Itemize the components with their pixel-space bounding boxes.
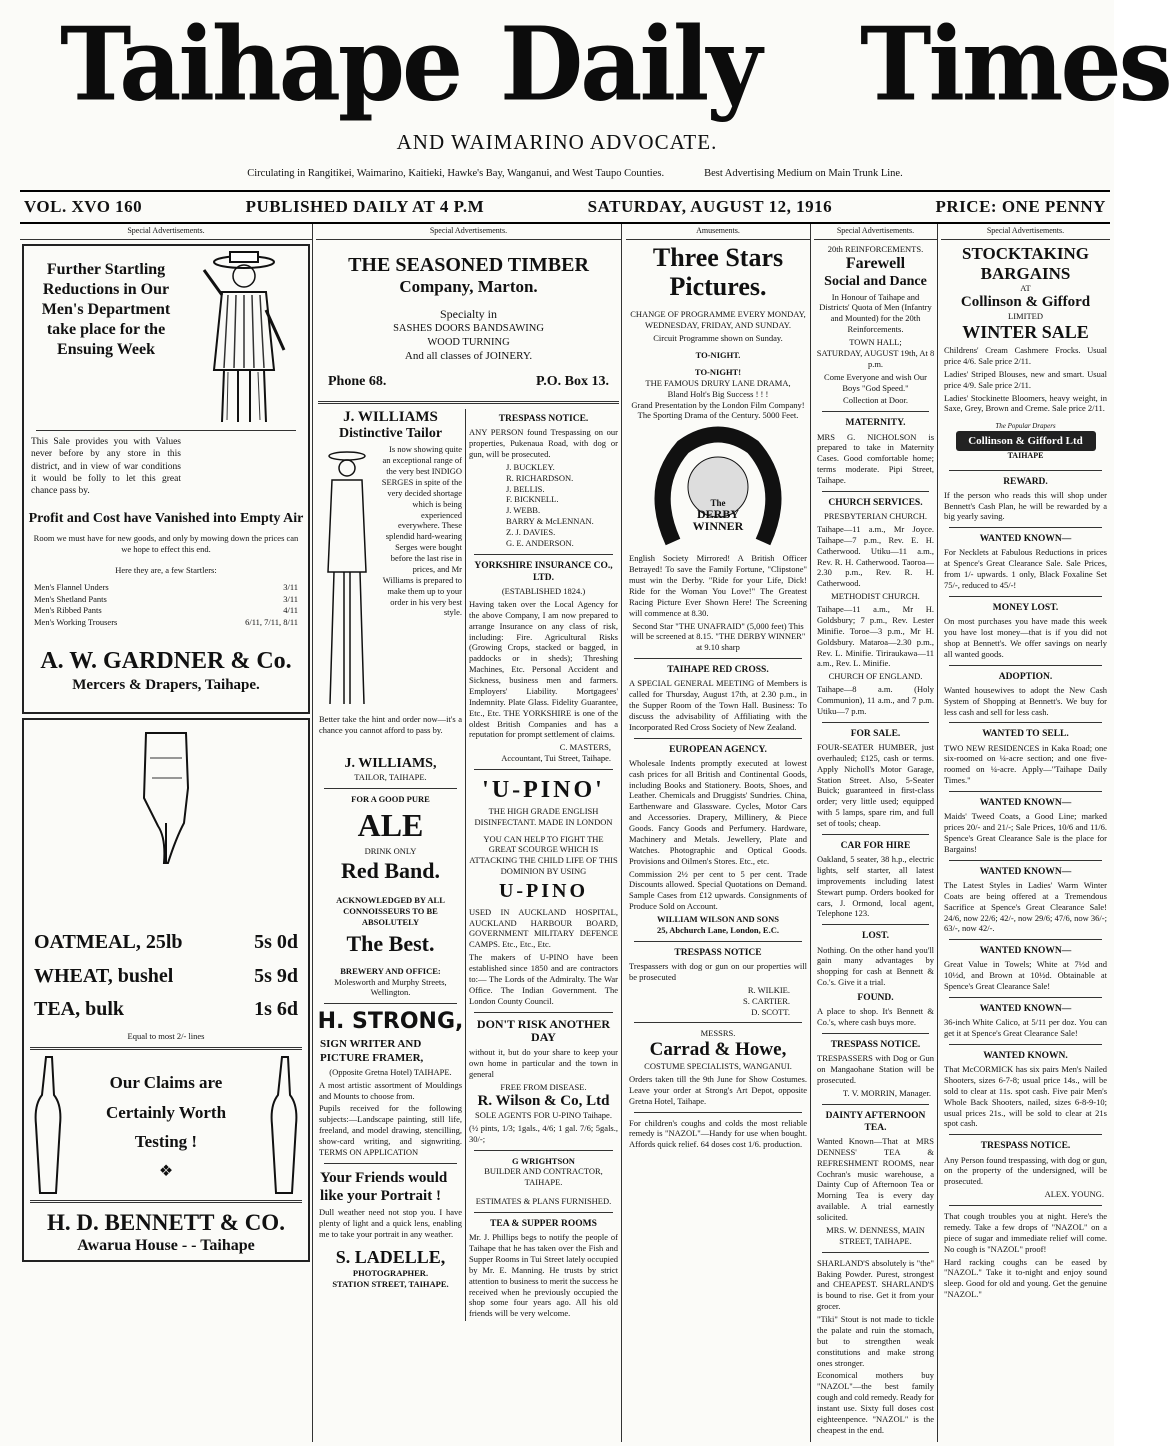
for-sale-heading: FOR SALE.: [850, 728, 901, 739]
logo-town: TAIHAPE: [1007, 451, 1044, 461]
wanted-known-text: The Latest Styles in Ladies' Warm Winter Coats are being offered at a Tremendous Sacrifice at Spence's Great Clearance Sale! 24/6, now 22/6; 42/-, now 29/6; 47/6, now 36/-; 63/-, now 42/-.: [944, 879, 1107, 934]
three-stars-title: Three Stars: [652, 243, 784, 273]
price-item: Men's Flannel Unders 3/11: [34, 581, 298, 592]
adoption-text: Wanted housewives to adopt the New Cash System of Shopping at Bennett's. We buy for less cash and sell for less cash.: [944, 684, 1107, 717]
ale-for-a: FOR A GOOD PURE: [351, 794, 430, 805]
masthead-subtitle: AND WAIMARINO ADVOCATE.: [396, 130, 718, 154]
wanted-known-heading: WANTED KNOWN—: [979, 798, 1072, 809]
dateline: [20, 190, 1110, 224]
issue-price: PRICE: ONE PENNY: [935, 197, 1106, 216]
wilson-sons: WILLIAM WILSON AND SONS: [657, 914, 779, 925]
red-band-title: Red Band.: [340, 857, 441, 883]
money-lost-text: On most purchases you have made this week you have lost money—that is if you did not shop at Bennett's. We offer savings on nearly all wanted goods.: [944, 616, 1107, 659]
trespass-heading: TRESPASS NOTICE.: [980, 1141, 1071, 1152]
raised-hand-right-icon: [264, 1055, 304, 1195]
sale-intro: This Sale provides you with Values never before by any store in this district, and in view of war conditions it would be folly to let this great chance pass by.: [31, 437, 181, 496]
upino-makers: The makers of U-PINO have been established since 1850 and are contractors to:— The Lords of the Admiralty. The War Office. The Indian Government. The London County Council.: [469, 952, 618, 1006]
strong-address: (Opposite Gretna Hotel) TAIHAPE.: [329, 1066, 452, 1077]
strong-name: H. STRONG,: [317, 1009, 464, 1035]
wanted-known-text: Great Value in Towels; White at 7½d and 10½d, and Brown at 10½d. Obtainable at Spence's Great Clearance Sale!: [944, 959, 1107, 992]
trespass-names: J. BUCKLEY. R. RICHARDSON. J. BELLIS. F. BICKNELL. J. WEBB. BARRY & McLENNAN. Z. J. DAVIES. G. E. ANDERSON.: [506, 461, 594, 548]
cofe-text: Taihape—8 a.m. (Holy Communion), 11 a.m., and 7 p.m. Utiku—7 p.m.: [817, 684, 934, 716]
reward-text: If the person who reads this will shop under Bennett's Cash Plan, he will be rewarded by a big yearly saving.: [944, 489, 1107, 522]
dainty-text: Wanted Known—That at MRS DENNESS' TEA & REFRESHMENT ROOMS, near Cochran's music warehouse, a Dainty Cup of Afternoon Tea or Morning Tea is every day available. A trial earnestly solicited.: [817, 1135, 934, 1222]
logo-tagline: The Popular Drapers: [995, 422, 1056, 431]
tailor-man-illustration: [316, 442, 378, 712]
trespass-signature: ALEX. YOUNG.: [1044, 1189, 1104, 1200]
carrad-messrs: MESSRS.: [700, 1028, 736, 1039]
timber-company: Company, Marton.: [399, 277, 538, 297]
circuit-programme: Circuit Programme shown on Sunday.: [653, 333, 783, 344]
upino-subtitle: THE HIGH GRADE ENGLISH DISINFECTANT. MADE IN LONDON: [474, 805, 613, 827]
winter-sale-title: WINTER SALE: [962, 322, 1089, 343]
collinson-name: Collinson & Gifford: [960, 294, 1091, 311]
issue-date: SATURDAY, AUGUST 12, 1916: [587, 197, 833, 216]
cough-text: That cough troubles you at night. Here's the remedy. Take a few drops of "NAZOL" on a piece of sugar and immediate relief will come. No cough is "NAZOL" proof!: [944, 1211, 1107, 1254]
bennett-address: Awarua House - - Taihape: [77, 1237, 255, 1255]
pictures-title: Pictures.: [669, 271, 767, 301]
money-lost-heading: MONEY LOST.: [992, 602, 1059, 613]
tiki-text: "Tiki" Stout is not made to tickle the palate and ruin the stomach, but to strengthen weak constitutions and make strong ones stronger.: [817, 1314, 934, 1368]
car-hire-heading: CAR FOR HIRE: [840, 840, 911, 851]
strong-trade: SIGN WRITER AND PICTURE FRAMER,: [320, 1037, 424, 1064]
tea-rooms-text: Mr. J. Phillips begs to notify the people of Taihape that he has taken over the Fish and Supper Rooms in Tui Street lately occupied by Mr. E. Manning. He trusts by strict attention to business to merit the success he received when he previously occupied the shop some four years ago. All his old friends will be very welcome.: [469, 1232, 618, 1319]
drama-title: THE FAMOUS DRURY LANE DRAMA,: [645, 377, 791, 388]
upino-fight: YOU CAN HELP TO FIGHT THE GREAT SCOURGE WHICH IS ATTACKING THE CHILD LIFE OF THIS DOMINION BY USING: [469, 833, 618, 877]
carrad-text: Orders taken till the 9th June for Show Costumes. Leave your order at Strong's Art Depot, opposite Gretna Hotel, Taihape.: [629, 1073, 807, 1106]
timber-contact: Phone 68. P.O. Box 13.: [328, 374, 609, 390]
frocks-text: Childrens' Cream Cashmere Frocks. Usual price 4/6. Sale price 2/11.: [944, 345, 1107, 366]
free-disease: FREE FROM DISEASE.: [500, 1081, 587, 1092]
derby-the: The: [710, 498, 726, 509]
presbyterian-heading: PRESBYTERIAN CHURCH.: [824, 511, 927, 522]
drama-grand: Grand Presentation by the London Film Company!: [631, 399, 805, 410]
drama-success: Bland Holt's Big Success ! ! !: [667, 388, 769, 399]
farewell-town-hall: TOWN HALL;: [849, 337, 902, 348]
trespass-heading: TRESPASS NOTICE.: [830, 1039, 921, 1050]
upino-title-2: U-PINO: [498, 880, 589, 903]
logo-banner: Collinson & Gifford Ltd: [956, 431, 1096, 451]
man-in-striped-suit-illustration: [184, 250, 304, 425]
price-item: Men's Working Trousers 6/11, 7/11, 8/11: [34, 617, 298, 628]
farewell-honour: In Honour of Taihape and Districts' Quota of Men (Infantry and Mounted) for the 20th Reinforcements.: [819, 291, 932, 335]
economical-text: Economical mothers buy "NAZOL"—the best family cough and cold remedy. Ready for instant use. Sixty full doses cost eighteenpence. "NAZOL" is the cheapest in the end.: [817, 1370, 934, 1435]
insurance-accountant: Accountant, Tui Street, Taihape.: [501, 753, 611, 764]
reinforcements: 20th REINFORCEMENTS.: [827, 244, 924, 255]
wanted-to-sell-text: TWO NEW RESIDENCES in Kaka Road; one six-roomed on ¼-acre section; and one five-roomed on ¼-acre. Apply—"Taihape Daily Times.": [944, 742, 1107, 786]
column-header: Amusements.: [626, 224, 810, 240]
ladelle-name: S. LADELLE,: [335, 1247, 446, 1268]
strong-text: A most artistic assortment of Mouldings and Mounts to choose from.: [319, 1079, 462, 1101]
agency-text: Wholesale Indents promptly executed at lowest cash prices for all British and Continental Goods, including Books and Stationery. Boots, Shoes, and Leather. Chemicals and Druggists' Sundries. China, Earthenware and Glassware. Cycles, Motor Cars and Accessories. Drapery, Millinery, & Piece Goods. Fancy Goods and Perfumery. Hardware, Machinery and Metals. Jewellery, Plate and Watches. Photographic and Optical Goods. Provisions and Oilmen's Stores. Etc., etc.: [629, 757, 807, 866]
lost-heading: LOST.: [861, 931, 889, 942]
wanted-known-text: For Necklets at Fabulous Reductions in prices at Spence's Great Clearance Sale. Sale Prices, from 1/- upwards. 1 only, Black Foxaline Set 75/-, reduced to 45/-!: [944, 547, 1107, 591]
williams-text: Is now showing quite an exceptional range of the very best INDIGO SERGES in spite of the very decided shortage which is being experienced everywhere. These splendid hard-wearing Serges were bought before the last rise in prices, and Mr Williams is prepared to make them up to your order in his very best style.: [381, 444, 462, 618]
tonight-label: TO-NIGHT.: [695, 350, 741, 361]
maternity-text: MRS G. NICHOLSON is prepared to take in Maternity Cases. Good comfortable home; terms moderate. Pipi Street, Taihape.: [817, 431, 934, 485]
ladelle-address: STATION STREET, TAIHAPE.: [332, 1278, 449, 1289]
pointing-hand-icon: [126, 728, 206, 868]
ale-drink: DRINK ONLY: [364, 845, 417, 856]
gardner-advert: [22, 244, 310, 714]
dont-risk-heading: DON'T RISK ANOTHER DAY: [476, 1016, 611, 1045]
portrait-text: Dull weather need not stop you. I have plenty of light and a quick lens, enabling me to take your portrait in any weather.: [319, 1206, 462, 1239]
red-cross-heading: TAIHAPE RED CROSS.: [667, 665, 769, 676]
adoption-heading: ADOPTION.: [998, 671, 1053, 682]
drama-sporting: The Sporting Drama of the Century. 5000 Feet.: [637, 410, 799, 421]
trespass-text: TRESPASSERS with Dog or Gun on Mangaohane Station will be prosecuted.: [817, 1053, 934, 1085]
gardner-subtitle: Mercers & Drapers, Taihape.: [72, 676, 260, 693]
tonight-label-2: TO-NIGHT!: [694, 366, 742, 377]
masthead-word-times: Times: [860, 5, 1170, 124]
wanted-to-sell-heading: WANTED TO SELL.: [982, 729, 1069, 740]
trespass-text: Trespassers with dog or gun on our properties will be prosecuted: [629, 961, 807, 982]
masthead-word-taihape: Taihape: [60, 5, 461, 124]
column-header: Special Advertisements.: [316, 224, 621, 240]
at-text: AT: [1020, 283, 1031, 294]
wrighton-trade: BUILDER AND CONTRACTOR, TAIHAPE.: [484, 1166, 603, 1188]
ale-acknowledged: ACKNOWLEDGED BY ALL CONNOISSEURS TO BE ABSOLUTELY: [336, 894, 445, 927]
wanted-known-text: That McCORMICK has six pairs Men's Nailed Shooters, sizes 6-7-8; usual price 14s., will be sold to clear at 11s. spot cash. Five pair Men's Whole Back Shooters, nailed, sizes 6-8-9-10; usual prices 21s., will be sold to clear at 21s spot cash.: [944, 1064, 1107, 1129]
farewell-date: SATURDAY, AUGUST 19th, At 8 p.m.: [816, 347, 935, 369]
published-info: PUBLISHED DAILY AT 4 P.M: [245, 197, 485, 216]
upino-title: 'U-PINO': [482, 777, 605, 804]
column-2: [316, 224, 622, 1442]
upino-used-in: USED IN AUCKLAND HOSPITAL, AUCKLAND HARBOUR BOARD, GOVERNMENT MILITARY DEFENCE CAMPS. Etc., Etc., Etc.: [469, 906, 618, 950]
best-medium-text: Best Advertising Medium on Main Trunk Line.: [704, 168, 903, 179]
carrad-trade: COSTUME SPECIALISTS, WANGANUI.: [644, 1061, 792, 1072]
agency-commission: Commission 2½ per cent to 5 per cent. Trade Discounts allowed. Special Quotations on Demand. Sample Cases from £12 upwards. Consignments of Produce Sold on Account.: [629, 868, 807, 912]
column-header: Special Advertisements.: [941, 224, 1110, 240]
presbyterian-text: Taihape—11 a.m., Mr Joyce. Taihape—7 p.m., Rev. E. H. Catherwood. Utiku—11 a.m., Rev. R. H. Catherwood. Taoroa—2.30 p.m., Rev. R. H. Catherwood.: [817, 523, 934, 589]
trespass-manager: T. V. MORRIN, Manager.: [842, 1087, 931, 1098]
reward-heading: REWARD.: [1003, 476, 1048, 487]
circulation-text: Circulating in Rangitikei, Waimarino, Kaitieki, Hawke's Bay, Wanganui, and West Taupo Counties.: [247, 168, 665, 179]
bargains-title: BARGAINS: [980, 263, 1071, 283]
column-3: [626, 224, 811, 1442]
williams-hint: Better take the hint and order now—it's a chance you cannot afford to pass by.: [319, 714, 462, 736]
timber-products: SASHES DOORS BANDSAWING: [393, 323, 544, 335]
raised-hand-left-icon: [28, 1055, 68, 1195]
claims-line-2: Certainly Worth: [105, 1102, 227, 1122]
profit-heading: Profit and Cost have Vanished into Empty Air: [28, 511, 304, 527]
wanted-known-heading: WANTED KNOWN—: [979, 534, 1072, 545]
price-item: Men's Ribbed Pants 4/11: [34, 605, 298, 616]
ladelle-title: PHOTOGRAPHER.: [352, 1268, 429, 1279]
trespass-text: ANY PERSON found Trespassing on our properties, Pukenaua Road, with dog or gun, will be prosecuted.: [469, 427, 618, 459]
red-cross-text: A SPECIAL GENERAL MEETING of Members is called for Thursday, August 17th, at 2.30 p.m., in the Supper Room of the Town Hall. Business: To discuss the advisability of Affiliating with the Incorporated Red Cross Society of New Zealand.: [629, 678, 807, 732]
methodist-heading: METHODIST CHURCH.: [831, 591, 920, 602]
column-1: [20, 224, 313, 1442]
tea-rooms-heading: TEA & SUPPER ROOMS: [490, 1219, 597, 1229]
limited-text: LIMITED: [1008, 311, 1043, 322]
collinson-logo: [956, 422, 1096, 461]
wrighton-name: G WRIGHTSON: [512, 1155, 575, 1166]
timber-title: THE SEASONED TIMBER: [348, 254, 589, 277]
second-star: Second Star "THE UNAFRAID" (5,000 feet) This will be screened at 8.15. "THE DERBY WINNER" at 9.10 sharp: [630, 620, 806, 653]
trespass-names: R. WILKIE. S. CARTIER. D. SCOTT.: [743, 984, 790, 1017]
car-hire-text: Oakland, 5 seater, 38 h.p., electric lights, self starter, all latest improvements including latest Stewart pump. Orders booked for cars, J. Ormond, local agent, Telephone 123.: [817, 854, 934, 919]
lost-text: Nothing. On the other hand you'll gain many advantages by shopping for cash at Bennett & Co.'s. Give it a trial.: [817, 944, 934, 988]
portrait-headline: Your Friends would like your Portrait !: [320, 1169, 448, 1204]
blouses-text: Ladies' Striped Blouses, new and smart. Usual price 4/9. Sale price 2/11.: [944, 368, 1107, 390]
carrad-name: Carrad & Howe,: [649, 1039, 787, 1061]
williams-name: J. WILLIAMS: [343, 409, 438, 425]
dainty-signature: MRS. W. DENNESS, MAIN STREET, TAIHAPE.: [826, 1224, 925, 1246]
trespass-heading: TRESPASS NOTICE.: [498, 414, 589, 424]
masthead: [40, 5, 1170, 125]
circulation-line: [40, 168, 1110, 179]
farewell-collection: Collection at Door.: [843, 395, 908, 406]
dainty-heading: DAINTY AFTERNOON TEA.: [825, 1110, 926, 1133]
farewell-come: Come Everyone and wish Our Boys "God Speed.": [824, 371, 927, 393]
social-dance-title: Social and Dance: [824, 273, 927, 289]
price-row-wheat: WHEAT, bushel 5s 9d: [34, 964, 298, 987]
bennett-advert: [22, 718, 310, 1261]
trespass-heading: TRESPASS NOTICE: [674, 947, 762, 958]
wanted-known-text: 36-inch White Calico, at 5/11 per doz. You can get it at Spence's Great Clearance Sale!: [944, 1017, 1107, 1039]
claims-line-1: Our Claims are: [109, 1073, 223, 1093]
bennett-name: H. D. BENNETT & CO.: [47, 1209, 285, 1235]
cofe-heading: CHURCH OF ENGLAND.: [828, 671, 923, 682]
brewery-heading: BREWERY AND OFFICE:: [340, 965, 441, 976]
ale-best: The Best.: [346, 930, 435, 956]
tea-note: Equal to most 2/- lines: [127, 1030, 205, 1041]
insurance-heading: YORKSHIRE INSURANCE CO., LTD.: [474, 560, 613, 583]
wanted-known-heading: WANTED KNOWN.: [983, 1050, 1068, 1061]
wilson-sole: SOLE AGENTS FOR U-PINO Taihape.: [475, 1109, 612, 1120]
masthead-word-daily: Daily: [500, 5, 760, 124]
price-row-oatmeal: OATMEAL, 25lb 5s 0d: [34, 931, 298, 954]
methodist-text: Taihape—11 a.m., Mr H. Goldsbury; 7 p.m., Rev. Lester Minifie. Toroe—3 p.m., Mr H. Goldsbury. Mataroa—2.30 p.m., Rev. L. Minifie. Tiriraukawa—11 a.m., Rev. L. Minifie.: [817, 604, 934, 669]
derby-winner: WINNER: [692, 519, 744, 534]
derby-society: English Society Mirrored! A British Officer Betrayed! To save the Family Fortune, "Clipstone" must win the Derby. "Ride for your Life, Dick! Ride for the Woman You Love!" The Greatest Racing Picture Ever Shown Here! The Screening will commence at 8.30.: [629, 553, 807, 618]
found-heading: FOUND.: [857, 993, 894, 1003]
claims-line-3: Testing !: [134, 1132, 198, 1152]
wilson-name: R. Wilson & Co, Ltd: [477, 1092, 610, 1109]
bloomers-text: Ladies' Stockinette Bloomers, heavy weight, in Saxe, Grey, Brown and Creme. Sale price 2/11.: [944, 392, 1107, 414]
williams-location: TAILOR, TAIHAPE.: [354, 772, 427, 783]
programme-change: CHANGE OF PROGRAMME EVERY MONDAY, WEDNESDAY, FRIDAY, AND SUNDAY.: [630, 309, 806, 331]
column-4: [814, 224, 938, 1442]
ale-title: ALE: [357, 806, 424, 843]
timber-wood: WOOD TURNING: [427, 336, 510, 348]
wanted-known-heading: WANTED KNOWN—: [979, 866, 1072, 877]
column-header: Special Advertisements.: [814, 224, 937, 240]
stocktaking-title: STOCKTAKING: [962, 244, 1089, 264]
sale-headline: Further Startling Reductions in Our Men's Department take place for the Ensuing Week: [41, 261, 171, 359]
farewell-title: Farewell: [845, 255, 906, 273]
wilson-prices: (½ pints, 1/3; 1gals., 4/6; 1 gal. 7/6; 5gals., 30/-;: [469, 1122, 618, 1144]
dont-risk-text: without it, but do your share to keep your own home in particular and the town in general: [469, 1047, 618, 1079]
found-text: A place to shop. It's Bennett & Co.'s, where cash buys more.: [817, 1006, 934, 1028]
column-header: Special Advertisements.: [20, 224, 312, 240]
volume-number: VOL. XVO 160: [24, 197, 143, 216]
for-sale-text: FOUR-SEATER HUMBER, just overhauled; £125, cash or terms. Apply Nicholl's Motor Garage, Station Street. Also, 5-Seater Buick; guaranteed in first-class order; very little used; equipped with 5 lamps, spare rim, and full set of tools; cheap.: [817, 741, 934, 829]
price-row-tea: TEA, bulk 1s 6d: [34, 998, 298, 1021]
derby-winner-horseshoe: [643, 427, 793, 547]
strong-pupils: Pupils received for the following subjects:—Landscape painting, still life, freeland, and model drawing, stencilling, show-card writing, and signwriting. TERMS ON APPLICATION: [319, 1103, 462, 1157]
wanted-known-text: Maids' Tweed Coats, a Good Line; marked prices 20/- and 21/-; Sale Prices, 10/6 and 11/6. Spence's Great Clearance Sale is the place for Bargains!: [944, 811, 1107, 854]
agency-heading: EUROPEAN AGENCY.: [669, 744, 767, 755]
williams-signature: J. WILLIAMS,: [344, 756, 437, 772]
williams-tailor: Distinctive Tailor: [338, 426, 443, 442]
timber-joinery: And all classes of JOINERY.: [404, 350, 533, 363]
startlers-text: Here they are, a few Startlers:: [115, 564, 217, 575]
sharland-text: SHARLAND'S absolutely is "the" Baking Powder. Purest, strongest and CHEAPEST. SHARLAND'S is bound to rise. Get it from your grocer.: [817, 1257, 934, 1312]
insurance-signature: C. MASTERS,: [559, 742, 611, 753]
wrighton-estimates: ESTIMATES & PLANS FURNISHED.: [475, 1196, 612, 1207]
ornament-icon: ❖: [158, 1162, 174, 1180]
wanted-known-heading: WANTED KNOWN—: [979, 946, 1072, 957]
timber-specialty: Specialty in: [440, 306, 497, 321]
gardner-name: A. W. GARDNER & Co.: [40, 648, 292, 675]
maternity-heading: MATERNITY.: [845, 418, 906, 429]
hacking-text: Hard racking coughs can be eased by "NAZOL." Take it to-night and enjoy sound sleep. Good for old and young. Get the genuine "NAZOL.": [944, 1256, 1107, 1300]
derby-derby: DERBY: [696, 507, 739, 522]
column-5: [941, 224, 1110, 1442]
abchurch-address: 25, Abchurch Lane, London, E.C.: [657, 924, 779, 935]
price-item: Men's Shetland Pants 3/11: [34, 593, 298, 604]
insurance-text: Having taken over the Local Agency for the above Company, I am now prepared to arrange Insurance on any class of risk, including: Fire. Agricultural Risks (Growing Crops, stacked or bagged, in paddocks or in sheds); Threshing Machines, Etc. Personal Accident and Sickness, business men and farmers. Employers' Liability. Mortgagees' Indemnity. Plate Glass. Fidelity Guarantee, Etc., Etc. THE YORKSHIRE is one of the oldest British Companies and has a reputation for prompt settlement of claims.: [469, 598, 618, 740]
insurance-established: (ESTABLISHED 1824.): [501, 586, 586, 597]
brewery-address: Molesworth and Murphy Streets, Wellington.: [334, 976, 447, 998]
wanted-known-heading: WANTED KNOWN—: [979, 1004, 1072, 1015]
room-text: Room we must have for new goods, and only by mowing down the prices can we hope to effect this end.: [33, 533, 299, 554]
trespass-text: Any Person found trespassing, with dog or gun, on the property of the undersigned, will be prosecuted.: [944, 1154, 1107, 1187]
nazol-text: For children's coughs and colds the most reliable remedy is "NAZOL"—Handy for use when bought. Affords quick relief. 64 doses cost 1/6. production.: [629, 1117, 807, 1150]
church-heading: CHURCH SERVICES.: [828, 497, 923, 508]
